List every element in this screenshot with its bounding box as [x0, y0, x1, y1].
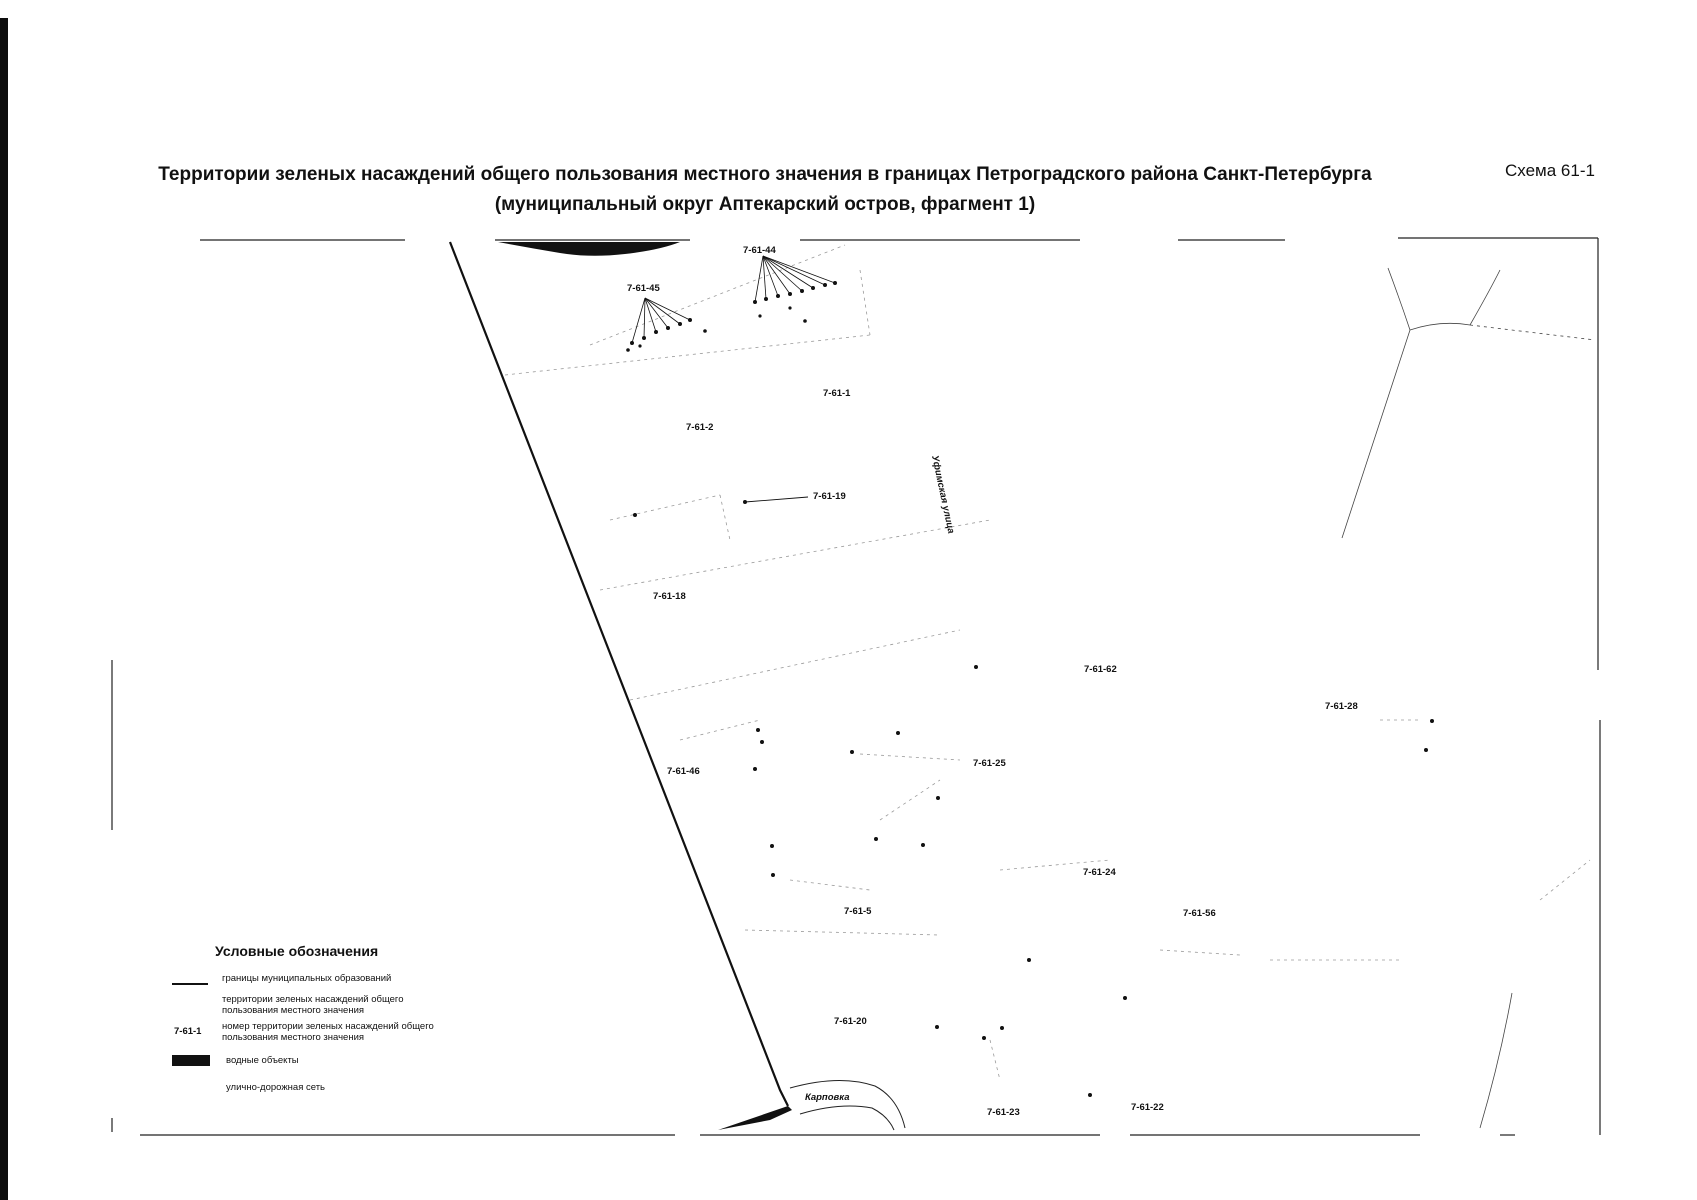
- legend-water-symbol: [172, 1055, 210, 1066]
- zone-label: 7-61-23: [987, 1107, 1020, 1118]
- street-label: Уфимская улица: [929, 454, 957, 535]
- zone-labels: [627, 245, 1358, 1118]
- zone-label: 7-61-62: [1084, 664, 1117, 675]
- boundary-wedge: [718, 1106, 792, 1130]
- legend-green-areas-label: [222, 994, 403, 1016]
- zone-label: 7-61-25: [973, 758, 1006, 769]
- legend-water-label: водные объекты: [226, 1055, 299, 1066]
- zone-label: 7-61-45: [627, 283, 660, 294]
- legend-boundary-label: границы муниципальных образований: [222, 973, 392, 984]
- legend-roads-label: улично-дорожная сеть: [226, 1082, 326, 1093]
- street-lines: [1342, 268, 1595, 1128]
- legend-number-label: [222, 1021, 434, 1043]
- zone-label: 7-61-28: [1325, 701, 1358, 712]
- zone-label: 7-61-18: [653, 591, 686, 602]
- green-area-outlines: [505, 245, 1590, 1080]
- legend-number-line-1: номер территории зеленых насаждений общего: [222, 1021, 434, 1032]
- zone-label: 7-61-22: [1131, 1102, 1164, 1113]
- title-line-1: Территории зеленых насаждений общего пользования местного значения в границах Петроградского района Санкт-Петербурга: [158, 164, 1372, 185]
- zone-label: 7-61-19: [813, 491, 846, 502]
- leader-7-61-44: [755, 256, 835, 302]
- title-line-2: (муниципальный округ Аптекарский остров, фрагмент 1): [494, 194, 1036, 215]
- zone-label: 7-61-5: [844, 906, 872, 917]
- zone-label: 7-61-2: [686, 422, 714, 433]
- legend-green-areas-line-2: пользования местного значения: [222, 1005, 365, 1016]
- zone-label: 7-61-1: [823, 388, 851, 399]
- zone-label: 7-61-56: [1183, 908, 1216, 919]
- water-body: [498, 242, 680, 256]
- legend-number-sample: 7-61-1: [174, 1026, 202, 1037]
- legend-title: Условные обозначения: [215, 943, 379, 959]
- legend-number-line-2: пользования местного значения: [222, 1032, 365, 1043]
- legend-green-areas-line-1: территории зеленых насаждений общего: [222, 994, 404, 1005]
- area-markers: [626, 281, 1434, 1097]
- leader-7-61-19: [745, 497, 808, 502]
- river-label: Карповка: [805, 1092, 850, 1103]
- legend-boundary-symbol: [172, 983, 208, 985]
- river-karpovka: [790, 1080, 905, 1130]
- zone-label: 7-61-24: [1083, 867, 1116, 878]
- municipal-boundary: [450, 242, 788, 1106]
- scheme-number: Схема 61-1: [1505, 161, 1595, 180]
- zone-label: 7-61-46: [667, 766, 700, 777]
- zone-label: 7-61-20: [834, 1016, 867, 1027]
- zone-label: 7-61-44: [743, 245, 776, 256]
- leader-7-61-45: [632, 298, 690, 343]
